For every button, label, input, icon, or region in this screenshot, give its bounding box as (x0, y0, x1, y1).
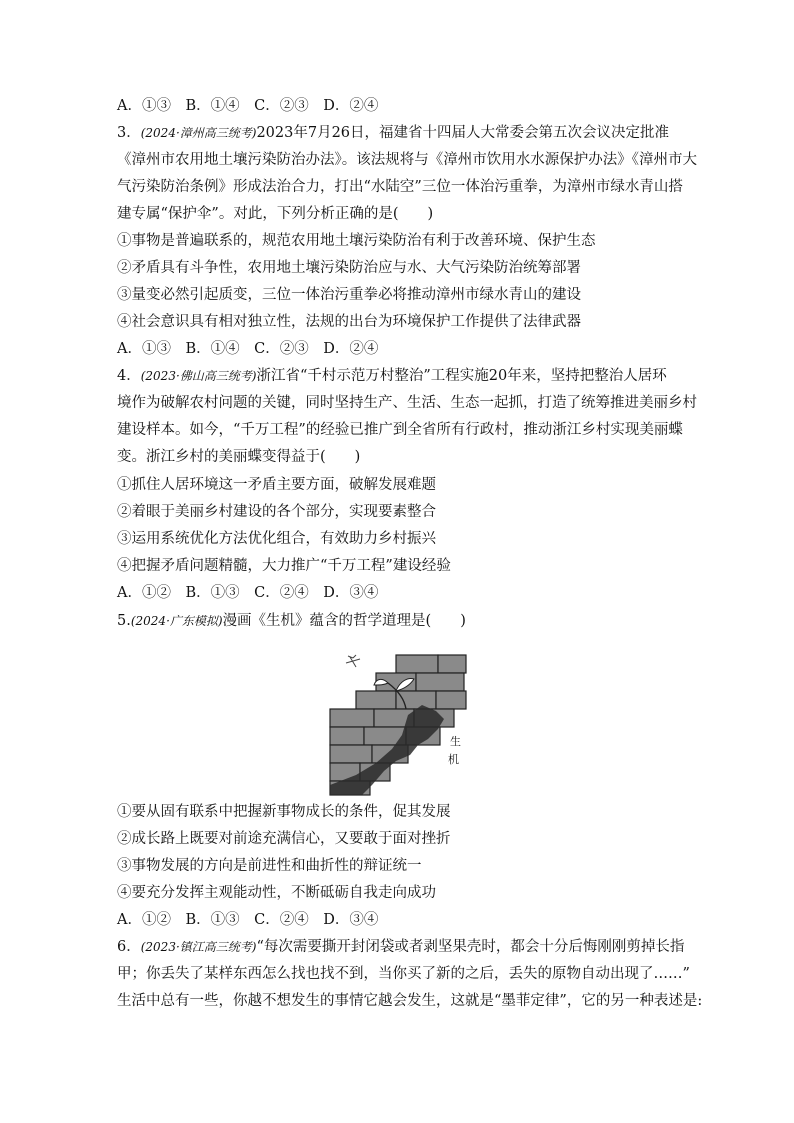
q4-choice-2: ②着眼于美丽乡村建设的各个部分，实现要素整合 (117, 504, 436, 520)
q4-number: 4． (117, 368, 141, 384)
q6-number: 6． (117, 939, 141, 955)
q4-stem-line-3: 建设样本。如今，“千万工程”的经验已推广到全省所有行政村，推动浙江乡村实现美丽蝶 (117, 422, 683, 438)
q3-stem-line-2: 《漳州市农用地土壤污染防治办法》。该法规将与《漳州市饮用水水源保护办法》《漳州市大 (117, 152, 697, 168)
q6-stem-line-3: 生活中总有一些，你越不想发生的事情它越会发生，这就是“墨菲定律”，它的另一种表述是: (117, 993, 703, 1009)
q5-stem-text: 漫画《生机》蕴含的哲学道理是( ) (222, 613, 466, 629)
q5-choice-2: ②成长路上既要对前途充满信心，又要敢于面对挫折 (117, 831, 451, 847)
q3-source: (2024·漳州高三统考) (140, 126, 257, 140)
q3-choice-1: ①事物是普遍联系的，规范农用地土壤污染防治有利于改善环境、保护生态 (117, 233, 596, 249)
q4-stem-text: 浙江省“千村示范万村整治”工程实施20年来，坚持把整治人居环 (256, 368, 667, 384)
q3-stem-text: 2023年7月26日，福建省十四届人大常委会第五次会议决定批准 (256, 125, 670, 141)
q3-choice-4: ④社会意识具有相对独立性，法规的出台为环境保护工作提供了法律武器 (117, 314, 581, 330)
q4-choice-3: ③运用系统优化方法优化组合，有效助力乡村振兴 (117, 531, 436, 547)
q5-source: (2024·广东模拟) (130, 614, 223, 628)
q6-stem-line-2: 甲；你丢失了某样东西怎么找也找不到，当你买了新的之后，丢失的原物自动出现了……” (117, 966, 690, 982)
q6-stem-line-1 (117, 937, 684, 957)
q5-stem-line-1 (117, 611, 466, 631)
q5-choice-1: ①要从固有联系中把握新事物成长的条件，促其发展 (117, 804, 451, 820)
q3-number: 3． (117, 125, 141, 141)
q5-options: A．①② B．①③ C．②④ D．③④ (117, 912, 379, 928)
q4-stem-line-2: 境作为破解农村问题的关键，同时坚持生产、生活、生态一起抓，打造了统筹推进美丽乡村 (117, 395, 697, 411)
q4-choice-4: ④把握矛盾问题精髓，大力推广“千万工程”建设经验 (117, 558, 451, 574)
q4-stem-line-1 (117, 366, 667, 386)
q5-choice-3: ③事物发展的方向是前进性和曲折性的辩证统一 (117, 858, 422, 874)
q4-stem-line-4: 变。浙江乡村的美丽蝶变得益于( ) (117, 449, 361, 465)
q3-stem-line-3: 气污染防治条例》形成法治合力，打出“水陆空”三位一体治污重拳，为漳州市绿水青山搭 (117, 179, 683, 195)
cartoon-caption-1: 生 (450, 736, 461, 748)
q3-choice-2: ②矛盾具有斗争性，农用地土壤污染防治应与水、大气污染防治统筹部署 (117, 260, 581, 276)
q5-choice-4: ④要充分发挥主观能动性，不断砥砺自我走向成功 (117, 885, 436, 901)
q5-number: 5. (117, 613, 131, 629)
prev-question-options: A．①③ B．①④ C．②③ D．②④ (117, 98, 379, 114)
q4-choice-1: ①抓住人居环境这一矛盾主要方面，破解发展难题 (117, 477, 436, 493)
cartoon-caption-2: 机 (448, 754, 459, 766)
q4-source: (2023·佛山高三统考) (140, 369, 257, 383)
q3-stem-line-1 (117, 123, 669, 143)
q3-options: A．①③ B．①④ C．②③ D．②④ (117, 341, 379, 357)
cartoon-image (326, 645, 468, 797)
q3-choice-3: ③量变必然引起质变，三位一体治污重拳必将推动漳州市绿水青山的建设 (117, 287, 581, 303)
q6-stem-text: “每次需要撕开封闭袋或者剥坚果壳时，都会十分后悔刚刚剪掉长指 (256, 939, 685, 955)
q3-stem-line-4: 建专属“保护伞”。对此，下列分析正确的是( ) (117, 206, 434, 222)
q4-options: A．①② B．①③ C．②④ D．③④ (117, 585, 379, 601)
q6-source: (2023·镇江高三统考) (140, 940, 257, 954)
